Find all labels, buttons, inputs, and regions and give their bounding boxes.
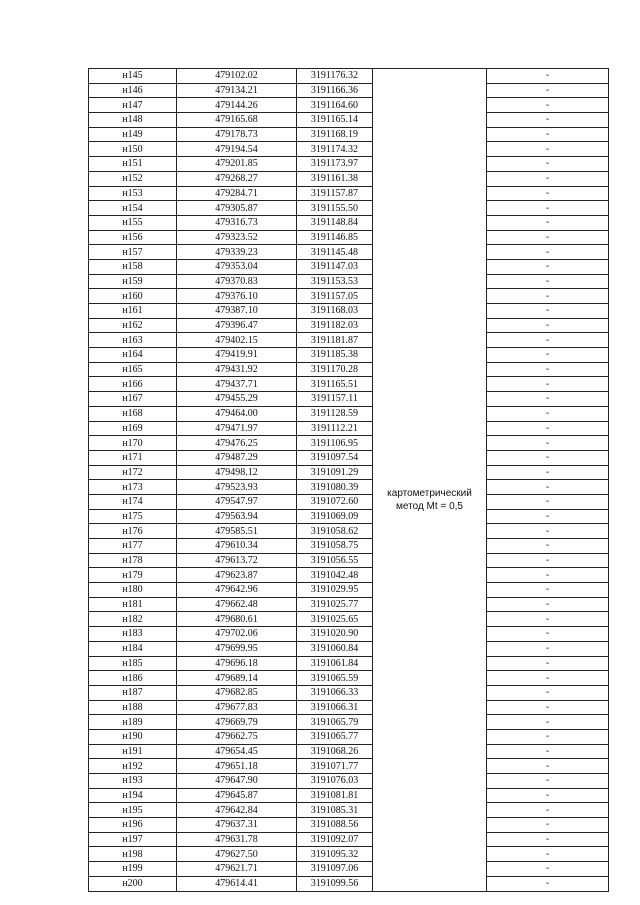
y-coordinate-cell: 3191097.54 [297, 450, 373, 465]
x-coordinate-cell: 479201.85 [177, 157, 297, 172]
x-coordinate-cell: 479396.47 [177, 318, 297, 333]
y-coordinate-cell: 3191168.03 [297, 304, 373, 319]
y-coordinate-cell: 3191092.07 [297, 832, 373, 847]
accuracy-cell: - [487, 215, 609, 230]
table-row [89, 186, 609, 201]
y-coordinate-cell: 3191065.77 [297, 729, 373, 744]
y-coordinate-cell: 3191128.59 [297, 406, 373, 421]
point-id-cell: н162 [89, 318, 177, 333]
accuracy-cell: - [487, 583, 609, 598]
point-id-cell: н156 [89, 230, 177, 245]
table-row [89, 788, 609, 803]
point-id-cell: н167 [89, 392, 177, 407]
table-row [89, 83, 609, 98]
table-row [89, 700, 609, 715]
x-coordinate-cell: 479585.51 [177, 524, 297, 539]
accuracy-cell: - [487, 553, 609, 568]
accuracy-cell: - [487, 157, 609, 172]
point-id-cell: н181 [89, 597, 177, 612]
x-coordinate-cell: 479268.27 [177, 171, 297, 186]
point-id-cell: н161 [89, 304, 177, 319]
table-row [89, 685, 609, 700]
accuracy-cell: - [487, 113, 609, 128]
point-id-cell: н172 [89, 465, 177, 480]
accuracy-cell: - [487, 171, 609, 186]
table-row [89, 245, 609, 260]
y-coordinate-cell: 3191080.39 [297, 480, 373, 495]
y-coordinate-cell: 3191058.75 [297, 539, 373, 554]
y-coordinate-cell: 3191085.31 [297, 803, 373, 818]
accuracy-cell: - [487, 83, 609, 98]
y-coordinate-cell: 3191020.90 [297, 627, 373, 642]
x-coordinate-cell: 479547.97 [177, 494, 297, 509]
accuracy-cell: - [487, 524, 609, 539]
accuracy-cell: - [487, 230, 609, 245]
accuracy-cell: - [487, 480, 609, 495]
y-coordinate-cell: 3191164.60 [297, 98, 373, 113]
y-coordinate-cell: 3191168.19 [297, 127, 373, 142]
table-row [89, 862, 609, 877]
table-row [89, 627, 609, 642]
x-coordinate-cell: 479613.72 [177, 553, 297, 568]
y-coordinate-cell: 3191068.26 [297, 744, 373, 759]
x-coordinate-cell: 479614.41 [177, 876, 297, 891]
accuracy-cell: - [487, 568, 609, 583]
point-id-cell: н163 [89, 333, 177, 348]
table-row [89, 436, 609, 451]
y-coordinate-cell: 3191157.87 [297, 186, 373, 201]
point-id-cell: н155 [89, 215, 177, 230]
accuracy-cell: - [487, 803, 609, 818]
point-id-cell: н193 [89, 774, 177, 789]
x-coordinate-cell: 479523.93 [177, 480, 297, 495]
x-coordinate-cell: 479102.02 [177, 69, 297, 84]
accuracy-cell: - [487, 186, 609, 201]
accuracy-cell: - [487, 597, 609, 612]
x-coordinate-cell: 479194.54 [177, 142, 297, 157]
y-coordinate-cell: 3191166.36 [297, 83, 373, 98]
accuracy-cell: - [487, 259, 609, 274]
table-row [89, 421, 609, 436]
table-row [89, 318, 609, 333]
point-id-cell: н164 [89, 348, 177, 363]
y-coordinate-cell: 3191147.03 [297, 259, 373, 274]
table-row [89, 348, 609, 363]
y-coordinate-cell: 3191182.03 [297, 318, 373, 333]
accuracy-cell: - [487, 774, 609, 789]
x-coordinate-cell: 479323.52 [177, 230, 297, 245]
y-coordinate-cell: 3191056.55 [297, 553, 373, 568]
table-row [89, 509, 609, 524]
accuracy-cell: - [487, 788, 609, 803]
table-row [89, 362, 609, 377]
table-row [89, 127, 609, 142]
point-id-cell: н199 [89, 862, 177, 877]
accuracy-cell: - [487, 832, 609, 847]
x-coordinate-cell: 479498.12 [177, 465, 297, 480]
accuracy-cell: - [487, 465, 609, 480]
accuracy-cell: - [487, 406, 609, 421]
point-id-cell: н185 [89, 656, 177, 671]
point-id-cell: н194 [89, 788, 177, 803]
y-coordinate-cell: 3191155.50 [297, 201, 373, 216]
point-id-cell: н177 [89, 539, 177, 554]
y-coordinate-cell: 3191106.95 [297, 436, 373, 451]
point-id-cell: н175 [89, 509, 177, 524]
x-coordinate-cell: 479642.96 [177, 583, 297, 598]
point-id-cell: н174 [89, 494, 177, 509]
accuracy-cell: - [487, 729, 609, 744]
y-coordinate-cell: 3191145.48 [297, 245, 373, 260]
y-coordinate-cell: 3191095.32 [297, 847, 373, 862]
point-id-cell: н176 [89, 524, 177, 539]
x-coordinate-cell: 479662.75 [177, 729, 297, 744]
x-coordinate-cell: 479637.31 [177, 818, 297, 833]
accuracy-cell: - [487, 348, 609, 363]
accuracy-cell: - [487, 818, 609, 833]
x-coordinate-cell: 479464.00 [177, 406, 297, 421]
point-id-cell: н152 [89, 171, 177, 186]
table-row [89, 259, 609, 274]
x-coordinate-cell: 479627.50 [177, 847, 297, 862]
x-coordinate-cell: 479610.34 [177, 539, 297, 554]
table-row [89, 553, 609, 568]
table-row [89, 876, 609, 891]
table-row [89, 832, 609, 847]
point-id-cell: н192 [89, 759, 177, 774]
y-coordinate-cell: 3191112.21 [297, 421, 373, 436]
table-row [89, 818, 609, 833]
table-row [89, 171, 609, 186]
y-coordinate-cell: 3191157.05 [297, 289, 373, 304]
table-row [89, 69, 609, 84]
table-row [89, 847, 609, 862]
method-line-2: метод Mt = 0,5 [396, 500, 463, 512]
point-id-cell: н153 [89, 186, 177, 201]
table-row [89, 113, 609, 128]
table-row [89, 656, 609, 671]
y-coordinate-cell: 3191058.62 [297, 524, 373, 539]
point-id-cell: н200 [89, 876, 177, 891]
table-row [89, 494, 609, 509]
point-id-cell: н198 [89, 847, 177, 862]
y-coordinate-cell: 3191065.79 [297, 715, 373, 730]
point-id-cell: н154 [89, 201, 177, 216]
accuracy-cell: - [487, 289, 609, 304]
point-id-cell: н171 [89, 450, 177, 465]
accuracy-cell: - [487, 685, 609, 700]
x-coordinate-cell: 479471.97 [177, 421, 297, 436]
x-coordinate-cell: 479621.71 [177, 862, 297, 877]
y-coordinate-cell: 3191157.11 [297, 392, 373, 407]
accuracy-cell: - [487, 142, 609, 157]
x-coordinate-cell: 479651.18 [177, 759, 297, 774]
accuracy-cell: - [487, 671, 609, 686]
x-coordinate-cell: 479645.87 [177, 788, 297, 803]
y-coordinate-cell: 3191066.31 [297, 700, 373, 715]
table-row [89, 671, 609, 686]
accuracy-cell: - [487, 127, 609, 142]
table-row [89, 450, 609, 465]
accuracy-cell: - [487, 862, 609, 877]
table-row [89, 612, 609, 627]
table-row [89, 157, 609, 172]
table-row [89, 142, 609, 157]
point-id-cell: н182 [89, 612, 177, 627]
accuracy-cell: - [487, 450, 609, 465]
x-coordinate-cell: 479134.21 [177, 83, 297, 98]
method-line-1: картометрический [387, 487, 472, 499]
y-coordinate-cell: 3191081.81 [297, 788, 373, 803]
accuracy-cell: - [487, 494, 609, 509]
point-id-cell: н146 [89, 83, 177, 98]
x-coordinate-cell: 479419.91 [177, 348, 297, 363]
accuracy-cell: - [487, 744, 609, 759]
table-row [89, 465, 609, 480]
accuracy-cell: - [487, 69, 609, 84]
point-id-cell: н151 [89, 157, 177, 172]
y-coordinate-cell: 3191176.32 [297, 69, 373, 84]
x-coordinate-cell: 479631.78 [177, 832, 297, 847]
x-coordinate-cell: 479178.73 [177, 127, 297, 142]
x-coordinate-cell: 479699.95 [177, 641, 297, 656]
accuracy-cell: - [487, 700, 609, 715]
accuracy-cell: - [487, 392, 609, 407]
table-row [89, 641, 609, 656]
accuracy-cell: - [487, 304, 609, 319]
point-id-cell: н169 [89, 421, 177, 436]
method-cell [373, 69, 487, 892]
table-row [89, 98, 609, 113]
point-id-cell: н188 [89, 700, 177, 715]
y-coordinate-cell: 3191165.51 [297, 377, 373, 392]
x-coordinate-cell: 479696.18 [177, 656, 297, 671]
point-id-cell: н166 [89, 377, 177, 392]
x-coordinate-cell: 479563.94 [177, 509, 297, 524]
table-row [89, 524, 609, 539]
point-id-cell: н178 [89, 553, 177, 568]
table-row [89, 583, 609, 598]
y-coordinate-cell: 3191025.65 [297, 612, 373, 627]
table-row [89, 406, 609, 421]
point-id-cell: н189 [89, 715, 177, 730]
y-coordinate-cell: 3191060.84 [297, 641, 373, 656]
table-row [89, 715, 609, 730]
table-row [89, 377, 609, 392]
y-coordinate-cell: 3191097.06 [297, 862, 373, 877]
x-coordinate-cell: 479370.83 [177, 274, 297, 289]
y-coordinate-cell: 3191146.85 [297, 230, 373, 245]
x-coordinate-cell: 479353.04 [177, 259, 297, 274]
y-coordinate-cell: 3191042.48 [297, 568, 373, 583]
accuracy-cell: - [487, 274, 609, 289]
y-coordinate-cell: 3191091.29 [297, 465, 373, 480]
x-coordinate-cell: 479487.29 [177, 450, 297, 465]
point-id-cell: н196 [89, 818, 177, 833]
point-id-cell: н173 [89, 480, 177, 495]
y-coordinate-cell: 3191173.97 [297, 157, 373, 172]
point-id-cell: н168 [89, 406, 177, 421]
y-coordinate-cell: 3191076.03 [297, 774, 373, 789]
x-coordinate-cell: 479677.83 [177, 700, 297, 715]
x-coordinate-cell: 479647.90 [177, 774, 297, 789]
x-coordinate-cell: 479387.10 [177, 304, 297, 319]
y-coordinate-cell: 3191099.56 [297, 876, 373, 891]
accuracy-cell: - [487, 847, 609, 862]
y-coordinate-cell: 3191071.77 [297, 759, 373, 774]
accuracy-cell: - [487, 876, 609, 891]
point-id-cell: н195 [89, 803, 177, 818]
table-row [89, 597, 609, 612]
x-coordinate-cell: 479702.06 [177, 627, 297, 642]
y-coordinate-cell: 3191181.87 [297, 333, 373, 348]
y-coordinate-cell: 3191165.14 [297, 113, 373, 128]
x-coordinate-cell: 479284.71 [177, 186, 297, 201]
accuracy-cell: - [487, 377, 609, 392]
table-row [89, 803, 609, 818]
accuracy-cell: - [487, 509, 609, 524]
x-coordinate-cell: 479662.48 [177, 597, 297, 612]
accuracy-cell: - [487, 362, 609, 377]
table-row [89, 289, 609, 304]
y-coordinate-cell: 3191161.38 [297, 171, 373, 186]
x-coordinate-cell: 479476.25 [177, 436, 297, 451]
point-id-cell: н191 [89, 744, 177, 759]
y-coordinate-cell: 3191025.77 [297, 597, 373, 612]
x-coordinate-cell: 479680.61 [177, 612, 297, 627]
y-coordinate-cell: 3191066.33 [297, 685, 373, 700]
x-coordinate-cell: 479669.79 [177, 715, 297, 730]
table-row [89, 774, 609, 789]
point-id-cell: н147 [89, 98, 177, 113]
point-id-cell: н190 [89, 729, 177, 744]
accuracy-cell: - [487, 245, 609, 260]
y-coordinate-cell: 3191185.38 [297, 348, 373, 363]
x-coordinate-cell: 479689.14 [177, 671, 297, 686]
point-id-cell: н179 [89, 568, 177, 583]
point-id-cell: н160 [89, 289, 177, 304]
x-coordinate-cell: 479623.87 [177, 568, 297, 583]
table-row [89, 274, 609, 289]
point-id-cell: н187 [89, 685, 177, 700]
y-coordinate-cell: 3191065.59 [297, 671, 373, 686]
x-coordinate-cell: 479376.10 [177, 289, 297, 304]
accuracy-cell: - [487, 333, 609, 348]
table-row [89, 392, 609, 407]
accuracy-cell: - [487, 627, 609, 642]
accuracy-cell: - [487, 421, 609, 436]
point-id-cell: н184 [89, 641, 177, 656]
x-coordinate-cell: 479431.92 [177, 362, 297, 377]
y-coordinate-cell: 3191072.60 [297, 494, 373, 509]
y-coordinate-cell: 3191069.09 [297, 509, 373, 524]
accuracy-cell: - [487, 656, 609, 671]
x-coordinate-cell: 479316.73 [177, 215, 297, 230]
table-row [89, 333, 609, 348]
table-row [89, 744, 609, 759]
x-coordinate-cell: 479682.85 [177, 685, 297, 700]
table-row [89, 568, 609, 583]
table-row [89, 304, 609, 319]
point-id-cell: н148 [89, 113, 177, 128]
accuracy-cell: - [487, 715, 609, 730]
point-id-cell: н145 [89, 69, 177, 84]
y-coordinate-cell: 3191148.84 [297, 215, 373, 230]
table-row [89, 729, 609, 744]
point-id-cell: н150 [89, 142, 177, 157]
point-id-cell: н157 [89, 245, 177, 260]
accuracy-cell: - [487, 318, 609, 333]
x-coordinate-cell: 479165.68 [177, 113, 297, 128]
x-coordinate-cell: 479339.23 [177, 245, 297, 260]
y-coordinate-cell: 3191174.32 [297, 142, 373, 157]
accuracy-cell: - [487, 759, 609, 774]
point-id-cell: н197 [89, 832, 177, 847]
point-id-cell: н149 [89, 127, 177, 142]
x-coordinate-cell: 479642.84 [177, 803, 297, 818]
table-row [89, 480, 609, 495]
point-id-cell: н165 [89, 362, 177, 377]
accuracy-cell: - [487, 201, 609, 216]
x-coordinate-cell: 479654.45 [177, 744, 297, 759]
point-id-cell: н158 [89, 259, 177, 274]
table-row [89, 230, 609, 245]
table-row [89, 539, 609, 554]
coordinates-table-body [89, 69, 609, 892]
x-coordinate-cell: 479437.71 [177, 377, 297, 392]
table-row [89, 759, 609, 774]
x-coordinate-cell: 479144.26 [177, 98, 297, 113]
x-coordinate-cell: 479305.87 [177, 201, 297, 216]
y-coordinate-cell: 3191153.53 [297, 274, 373, 289]
point-id-cell: н183 [89, 627, 177, 642]
y-coordinate-cell: 3191029.95 [297, 583, 373, 598]
table-row [89, 215, 609, 230]
point-id-cell: н170 [89, 436, 177, 451]
accuracy-cell: - [487, 539, 609, 554]
accuracy-cell: - [487, 436, 609, 451]
coordinates-table [88, 68, 609, 892]
table-row [89, 201, 609, 216]
point-id-cell: н180 [89, 583, 177, 598]
point-id-cell: н159 [89, 274, 177, 289]
y-coordinate-cell: 3191170.28 [297, 362, 373, 377]
accuracy-cell: - [487, 98, 609, 113]
y-coordinate-cell: 3191088.56 [297, 818, 373, 833]
point-id-cell: н186 [89, 671, 177, 686]
accuracy-cell: - [487, 612, 609, 627]
x-coordinate-cell: 479402.15 [177, 333, 297, 348]
y-coordinate-cell: 3191061.84 [297, 656, 373, 671]
x-coordinate-cell: 479455.29 [177, 392, 297, 407]
accuracy-cell: - [487, 641, 609, 656]
